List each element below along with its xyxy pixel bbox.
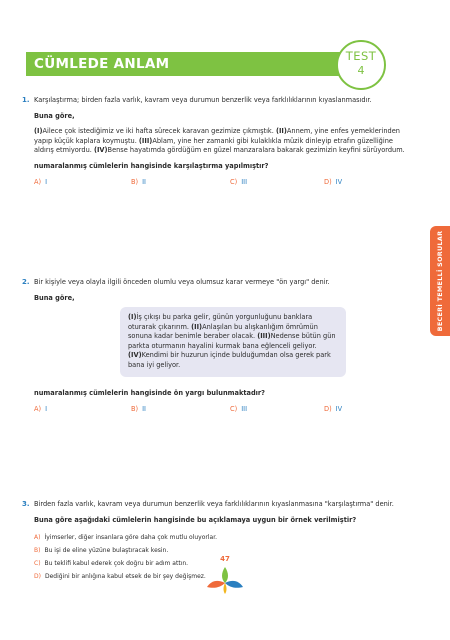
answer-options (34, 405, 414, 417)
question-stem: Birden fazla varlık, kavram veya durumun benzerlik veya farklılıklarının kıyaslanmasına "karşılaştırma" denir. (34, 500, 394, 508)
side-tab (430, 226, 450, 336)
option-c[interactable]: C) III (230, 404, 248, 413)
section-title: CÜMLEDE ANLAM (34, 56, 170, 72)
option-a[interactable]: A) İyimserler, diğer insanlara göre daha çok mutlu oluyorlar. (34, 534, 218, 542)
test-label: TEST (345, 49, 377, 63)
test-number: 4 (357, 64, 365, 77)
option-c[interactable]: C) Bu teklifi kabul ederek çok doğru bir adım attın. (34, 560, 189, 568)
option-d[interactable]: D) IV (324, 177, 343, 186)
option-b[interactable]: B) II (131, 404, 146, 413)
question-passage: (I)Ailece çok istediğimiz ve iki hafta sürecek karavan gezimize çıkmıştık. (II)Annem, yine enfes yemeklerinden yapıp küçük kaplara koymuştu. (III)Ablam, yine her zamanki gibi kulaklıkla müzik dinleyip etrafın güzelliğine aldırış etmiyordu. (IV)Bense hayatımda gördüğüm en güzel manzaralara bakarak gezimizin keyfini sürüyordum. (34, 127, 405, 155)
question-2-prompt (34, 389, 414, 417)
question-prompt: numaralanmış cümlelerin hangisinde karşılaştırma yapılmıştır? (34, 161, 269, 170)
question-number: 2. (22, 278, 30, 286)
decorative-leaves-icon (205, 565, 245, 595)
quote-box: (I)İş çıkışı bu parka gelir, günün yorgunluğunu banklara oturarak çıkarırım. (II)Anlaşılan bu alışkanlığım ömrümün sonuna kadar benimle beraber olacak. (III)Nedense bütün gün parkta oturmanın hayalini kurmak bana eğlenceli geliyor. (IV)Kendimi bir huzurun içinde bulduğumdan olsa gerek park bana iyi geliyor. (120, 307, 346, 377)
option-a[interactable]: A) I (34, 404, 48, 413)
page-number: 47 (220, 555, 230, 563)
page-footer (205, 555, 245, 595)
option-a[interactable]: A) I (34, 177, 48, 186)
question-lead: Buna göre, (34, 293, 75, 302)
question-prompt: numaralanmış cümlelerin hangisinde ön yargı bulunmaktadır? (34, 389, 266, 397)
option-d[interactable]: D) Dediğini bir anlığına kabul etsek de bir şey değişmez. (34, 573, 206, 581)
option-d[interactable]: D) IV (324, 404, 343, 413)
option-b[interactable]: B) Bu işi de eline yüzüne bulaştıracak kesin. (34, 547, 169, 555)
test-badge (336, 40, 386, 90)
question-prompt: Buna göre aşağıdaki cümlelerin hangisinde bu açıklamaya uygun bir örnek verilmiştir? (34, 515, 357, 524)
question-stem: Bir kişiyle veya olayla ilgili önceden olumlu veya olumsuz karar vermeye "ön yargı" denir. (34, 278, 330, 286)
question-number: 1. (22, 96, 30, 104)
side-tab-label: BECERİ TEMELLİ SORULAR (436, 230, 444, 332)
option-b[interactable]: B) II (131, 177, 146, 186)
question-lead: Buna göre, (34, 111, 75, 120)
option-c[interactable]: C) III (230, 177, 248, 186)
question-1 (22, 96, 414, 190)
question-number: 3. (22, 500, 30, 508)
answer-options (34, 178, 414, 190)
question-2 (22, 278, 414, 309)
question-stem: Karşılaştırma; birden fazla varlık, kavram veya durumun benzerlik veya farklılıklarının kıyaslanmasıdır. (34, 96, 372, 104)
